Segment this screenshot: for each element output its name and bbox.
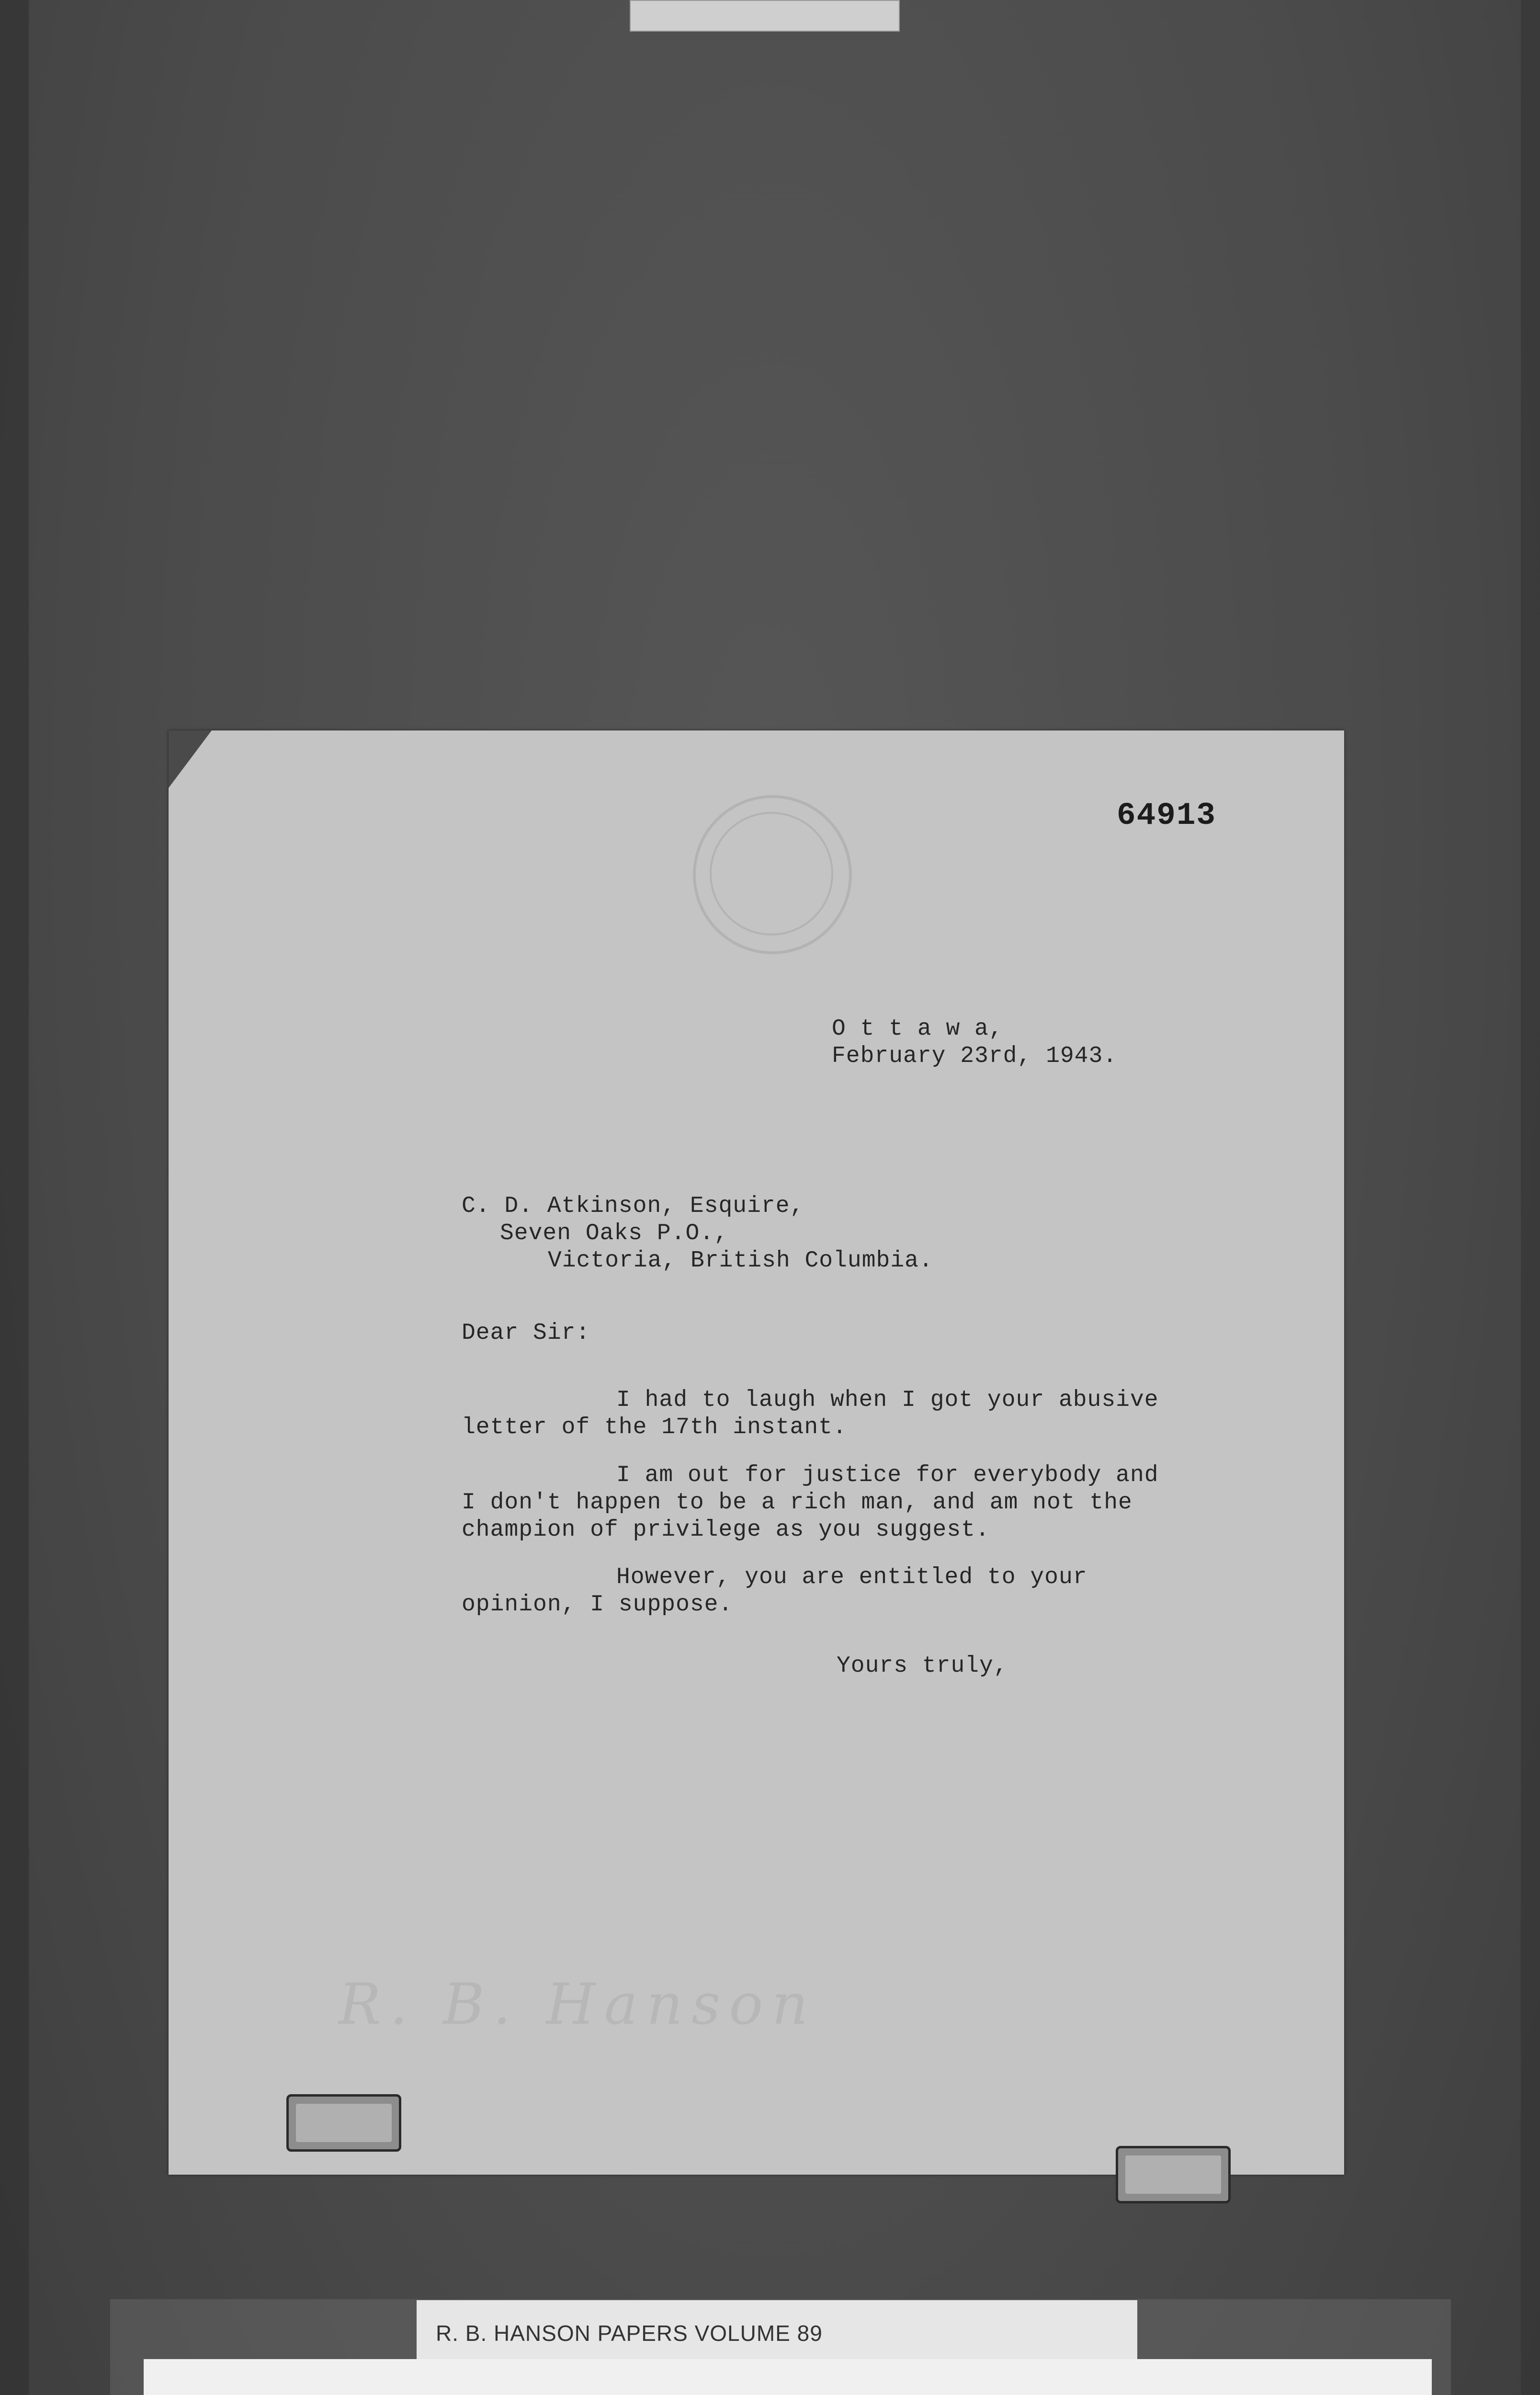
recipient-name: C. D. Atkinson, Esquire, — [462, 1193, 804, 1219]
embossed-seal-inner — [710, 812, 833, 935]
scan-edge-right — [1521, 0, 1540, 2395]
paragraph-3-line-1: However, you are entitled to your — [616, 1564, 1087, 1590]
paragraph-2-line-2: I don't happen to be a rich man, and am not the — [462, 1490, 1132, 1516]
letter-sheet — [169, 730, 1344, 2175]
archives-card — [144, 2359, 1432, 2395]
recipient-address-1: Seven Oaks P.O., — [500, 1220, 728, 1246]
paragraph-1-line-2: letter of the 17th instant. — [462, 1414, 847, 1440]
signature-show-through: R. B. Hanson — [339, 1971, 817, 2037]
mount-clip-left — [286, 2094, 401, 2152]
recipient-address-2: Victoria, British Columbia. — [548, 1248, 933, 1274]
paragraph-3-line-2: opinion, I suppose. — [462, 1592, 733, 1618]
paragraph-1-line-1: I had to laugh when I got your abusive — [616, 1387, 1159, 1413]
mount-clip-right — [1116, 2146, 1231, 2203]
scan-edge-left — [0, 0, 29, 2395]
folded-corner — [169, 730, 212, 788]
closing: Yours truly, — [837, 1653, 1008, 1679]
paragraph-2-line-3: champion of privilege as you suggest. — [462, 1517, 990, 1543]
letter-date: February 23rd, 1943. — [832, 1043, 1118, 1069]
document-number: 64913 — [1117, 798, 1217, 833]
paragraph-2-line-1: I am out for justice for everybody and — [616, 1462, 1159, 1488]
letter-place: O t t a w a, — [832, 1016, 1003, 1042]
salutation: Dear Sir: — [462, 1320, 590, 1346]
top-mount-tab — [630, 0, 900, 32]
papers-volume-label: R. B. HANSON PAPERS VOLUME 89 — [436, 2321, 823, 2346]
